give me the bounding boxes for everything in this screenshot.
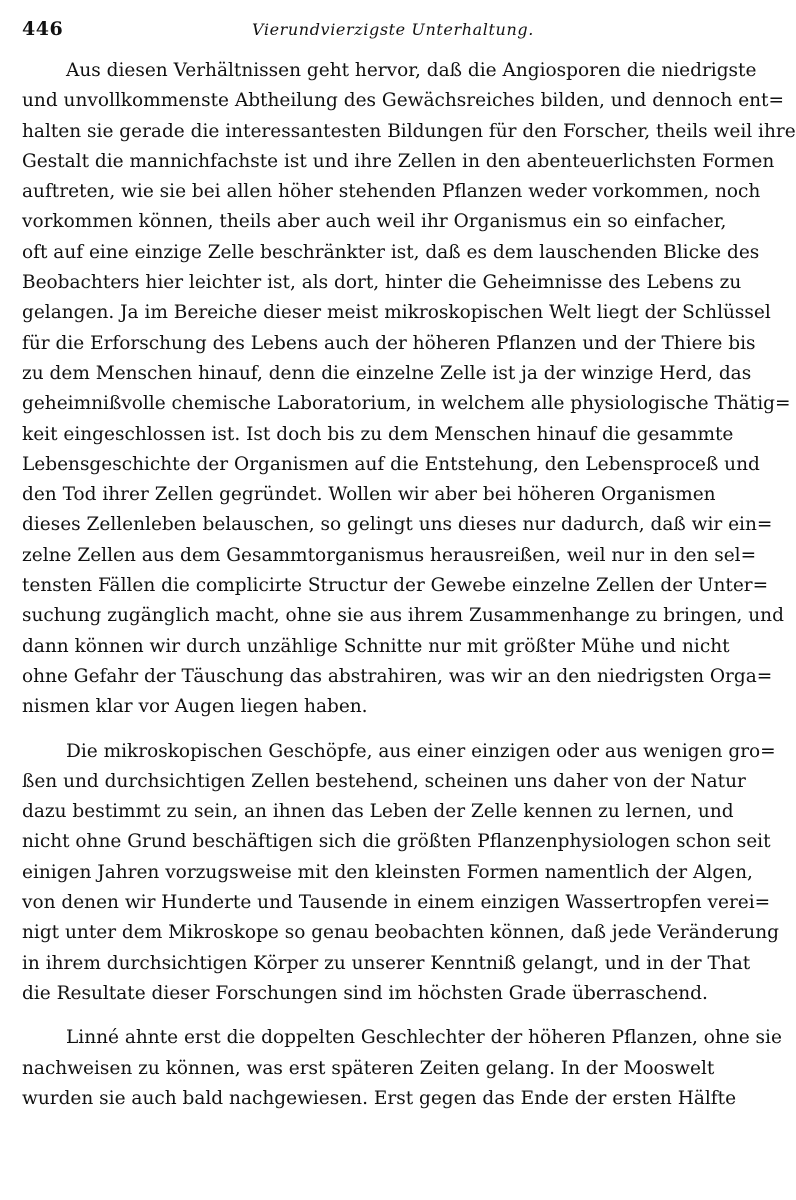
paragraph [22,1023,782,1114]
text-line: die Resultate dieser Forschungen sind im höchsten Grade überraschend. [22,982,708,1004]
text-line: auftreten, wie sie bei allen höher stehenden Pflanzen weder vorkommen, noch [22,181,761,203]
text-line: ßen und durchsichtigen Zellen bestehend, scheinen uns daher von der Natur [22,770,746,792]
text-line: und unvollkommenste Abtheilung des Gewächsreiches bilden, und dennoch ent= [22,90,784,112]
text-line: nismen klar vor Augen liegen haben. [22,696,368,718]
text-line: nachweisen zu können, was erst späteren Zeiten gelang. In der Mooswelt [22,1057,715,1079]
text-line: in ihrem durchsichtigen Körper zu unserer Kenntniß gelangt, und in der That [22,952,751,974]
text-line: nicht ohne Grund beschäftigen sich die größten Pflanzenphysiologen schon seit [22,831,771,853]
paragraph [22,737,779,1010]
paragraph [22,56,796,723]
text-line: einigen Jahren vorzugsweise mit den kleinsten Formen namentlich der Algen, [22,861,753,883]
text-line: ohne Gefahr der Täuschung das abstrahiren, was wir an den niedrigsten Orga= [22,665,773,687]
text-line: Aus diesen Verhältnissen geht hervor, daß die Angiosporen die niedrigste [66,60,757,81]
text-line: von denen wir Hunderte und Tausende in einem einzigen Wassertropfen verei= [22,892,771,914]
text-line: geheimnißvolle chemische Laboratorium, in welchem alle physiologische Thätig= [22,393,791,415]
text-line: nigt unter dem Mikroskope so genau beobachten können, daß jede Veränderung [22,922,779,944]
text-line: suchung zugänglich macht, ohne sie aus ihrem Zusammenhange zu bringen, und [22,605,784,627]
body-text [22,56,796,1128]
text-line: wurden sie auch bald nachgewiesen. Erst gegen das Ende der ersten Hälfte [22,1087,737,1109]
text-line: dann können wir durch unzählige Schnitte nur mit größter Mühe und nicht [22,635,730,657]
text-line: Linné ahnte erst die doppelten Geschlechter der höheren Pflanzen, ohne sie [66,1027,782,1049]
page-number: 446 [22,18,64,40]
text-line: zelne Zellen aus dem Gesammtorganismus herausreißen, weil nur in den sel= [22,544,757,566]
text-line: tensten Fällen die complicirte Structur der Gewebe einzelne Zellen der Unter= [22,575,769,597]
text-line: Beobachters hier leichter ist, als dort, hinter die Geheimnisse des Lebens zu [22,272,742,294]
text-line: dazu bestimmt zu sein, an ihnen das Leben der Zelle kennen zu lernen, und [22,801,734,823]
text-line: oft auf eine einzige Zelle beschränkter ist, daß es dem lauschenden Blicke des [22,241,760,263]
text-line: zu dem Menschen hinauf, denn die einzelne Zelle ist ja der winzige Herd, das [22,362,752,384]
text-line: Lebensgeschichte der Organismen auf die Entstehung, den Lebensproceß und [22,453,760,475]
text-line: Die mikroskopischen Geschöpfe, aus einer einzigen oder aus wenigen gro= [66,740,776,762]
text-line: dieses Zellenleben belauschen, so gelingt uns dieses nur dadurch, daß wir ein= [22,514,773,536]
text-line: keit eingeschlossen ist. Ist doch bis zu dem Menschen hinauf die gesammte [22,423,734,445]
running-head: Vierundvierzigste Unterhaltung. [252,20,534,39]
text-line: Gestalt die mannichfachste ist und ihre Zellen in den abenteuerlichsten Formen [22,150,775,172]
text-line: den Tod ihrer Zellen gegründet. Wollen wir aber bei höheren Organismen [22,484,716,506]
text-line: halten sie gerade die interessantesten Bildungen für den Forscher, theils weil ihre [22,120,796,142]
text-line: gelangen. Ja im Bereiche dieser meist mikroskopischen Welt liegt der Schlüssel [22,302,771,324]
text-line: vorkommen können, theils aber auch weil ihr Organismus ein so einfacher, [22,211,727,233]
page-header [22,18,712,46]
text-line: für die Erforschung des Lebens auch der höheren Pflanzen und der Thiere bis [22,332,756,354]
